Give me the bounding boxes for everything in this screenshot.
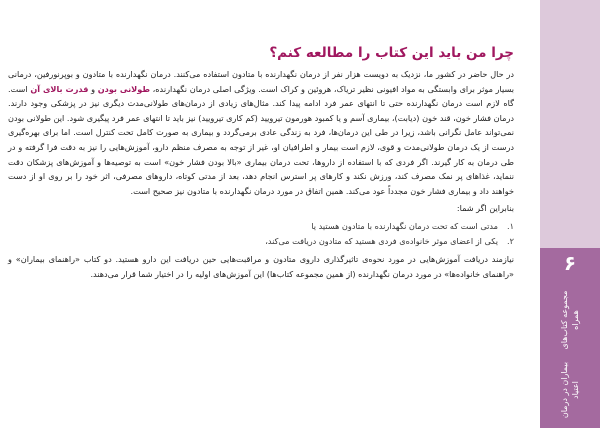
series-tab xyxy=(540,248,600,428)
intro-connector: و xyxy=(88,83,98,94)
intro-paragraph xyxy=(8,67,514,198)
page-heading: چرا من باید این کتاب را مطالعه کنم؟ xyxy=(269,45,514,61)
condition-list xyxy=(8,219,514,248)
list-item-number: ۱. xyxy=(507,220,514,231)
series-title-line2: بیماران در درمان اعتیاد xyxy=(560,361,580,419)
closing-paragraph: نیازمند دریافت آموزش‌هایی در مورد نحوه‌ی تاثیرگذاری داروی متادون و مراقبت‌هایی حین دریافت این دارو هستید. دو کتاب «راهنمای بیماران» و «راهنمای خانواده‌ها» در مورد درمان نگهدارنده (از همین مجموعه کتاب‌ها) این آموزش‌های اولیه را در اختیار شما قرار می‌دهند. xyxy=(8,254,514,279)
list-item xyxy=(8,219,514,234)
list-item xyxy=(8,234,514,249)
list-item-text: مدتی است که تحت درمان نگهدارنده با متادون هستید یا xyxy=(311,220,498,231)
series-title xyxy=(548,284,592,424)
side-margin-band xyxy=(540,0,600,428)
page-number: ۶ xyxy=(563,251,577,275)
intro-text-part2: است. گاه لازم است درمان نگهدارنده حتی تا انتهای عمر فرد ادامه پیدا کند. مثال‌های زیادی از درمان‌های طولانی‌مدت دیگری نیز در پزشکی وجود دارند. درمان فشار خون، قند خون (دیابت)، بیماری آسم و یا کمبود هورمون تیرویید (کم کاری تیرویید) نیز باید تا انتهای عمر فرد پیگیری شود. این طولانی بودن نمی‌تواند عامل نگرانی باشد، زیرا در طی این درمان‌ها، فرد به زندگی عادی برمی‌گردد و بیماری به صورت کامل تحت کنترل است. اما برای بهره‌گیری درست از یک درمان طولانی‌مدت و قوی، لازم است بیمار و اطرافیان او، غیر از توجه به مصرف منظم دارو، آموزش‌هایی را نیز به دقت فرا گرفته و در طی درمان به کار گیرند. اگر فردی که با استفاده از داروها، تحت درمان بیماری «بالا بودن فشار خون» است به توصیه‌ها و آموزش‌های پزشکان دقت ننماید، غذاهای پر نمک مصرف کند، ورزش نکند و کارهای پر استرس انجام دهد، بعد از مدتی کوتاه، داروهای مصرفی، اثر خود را بر روی او از دست خواهند داد و بیماری فشار خون مجدداً عود می‌کند. همین اتفاق در مورد درمان نگهدارنده با متادون نیز صحیح است. xyxy=(8,83,514,196)
intro-text-part1: در حال حاضر در کشور ما، نزدیک به دویست هزار نفر از درمان نگهدارنده با متادون استفاده می‌کنند. درمان نگهدارنده با متادون و بوپرنورفین، درمانی بسیار موثر برای وابستگی به مواد افیونی نظیر تریاک، هروئین و کراک است. ویژگی اصلی درمان نگهدارنده، xyxy=(8,69,514,94)
list-item-text: یکی از اعضای موثر خانواده‌ی فردی هستید که متادون دریافت می‌کند، xyxy=(265,235,498,246)
list-intro: بنابراین اگر شما: xyxy=(456,203,514,214)
highlight-long-duration: طولانی بودن xyxy=(97,83,150,94)
body-content xyxy=(8,67,514,281)
highlight-high-power: قدرت بالای آن xyxy=(30,83,89,94)
list-item-number: ۲. xyxy=(507,235,514,246)
series-title-line1: مجموعه کتاب‌های همراه xyxy=(560,290,580,350)
